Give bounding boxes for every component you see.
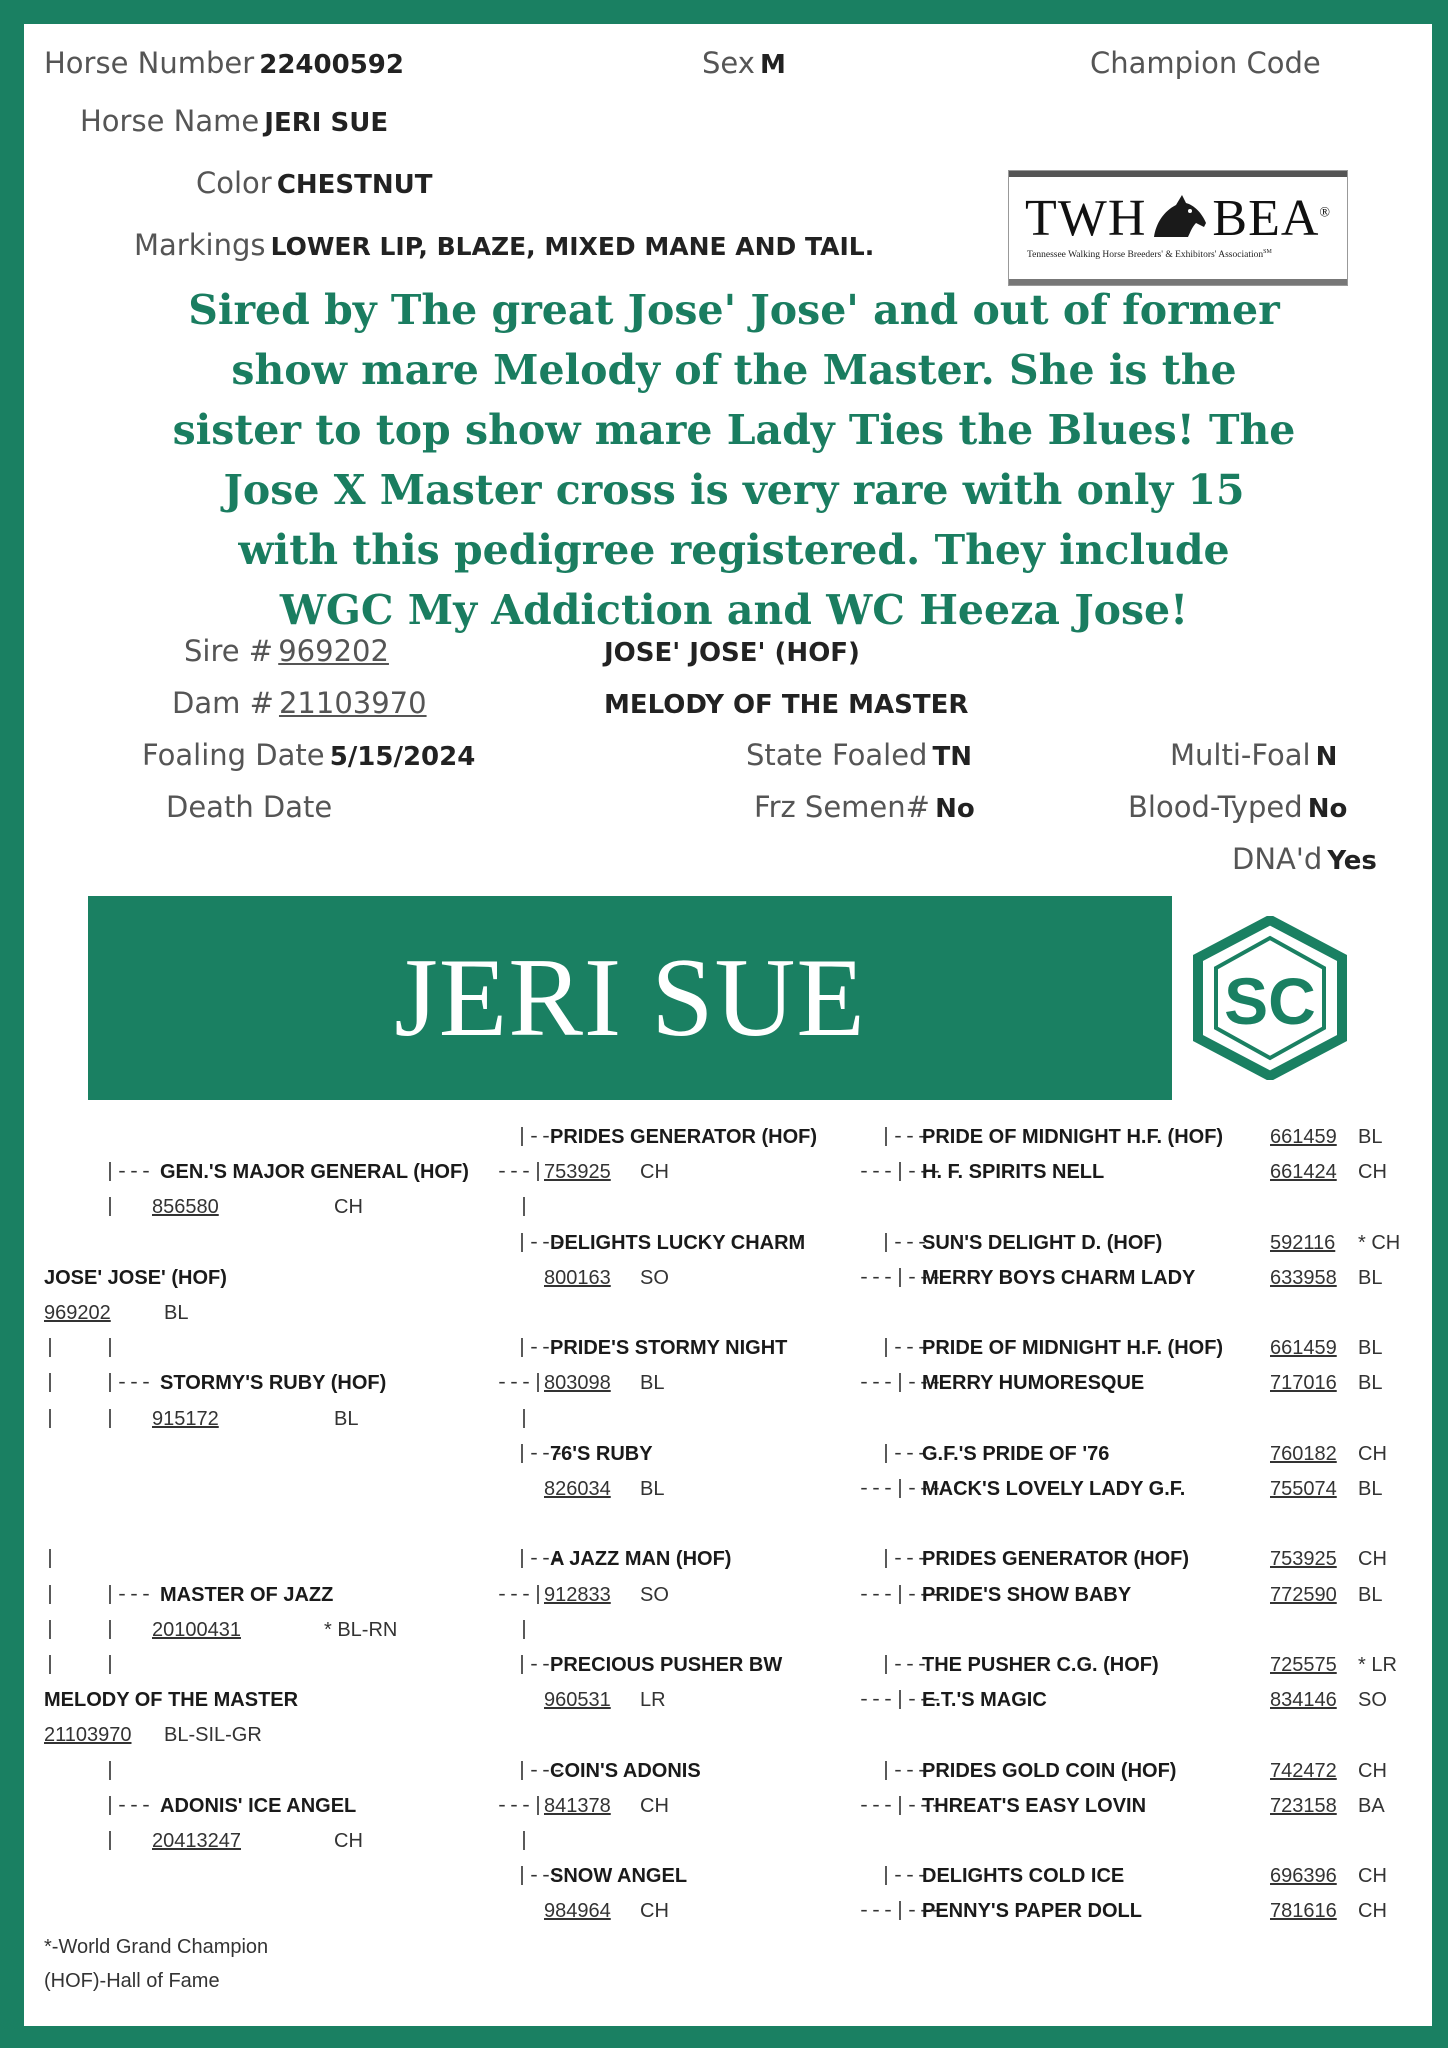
- pedigree-connector: ---|---: [858, 1372, 943, 1395]
- pedigree-connector: ---|---: [858, 1478, 943, 1501]
- pedigree-connector: ---|: [496, 1584, 545, 1607]
- sex-row: [702, 46, 786, 80]
- pedigree-connector: |: [104, 1760, 117, 1783]
- gen4-color: BL: [1358, 1584, 1383, 1606]
- foaling-date-row: [142, 738, 475, 772]
- gen3-number-link[interactable]: 826034: [544, 1478, 611, 1500]
- gen4-number-link[interactable]: 696396: [1270, 1865, 1337, 1887]
- pedigree-connector: ---|---: [858, 1584, 943, 1607]
- pedigree-connector: |---: [880, 1760, 929, 1783]
- gen3-name: PRIDES GENERATOR (HOF): [550, 1126, 818, 1148]
- pedigree-connector: |: [104, 1654, 117, 1677]
- gen4-name: PENNY'S PAPER DOLL: [922, 1900, 1142, 1922]
- blood-typed-row: [1128, 790, 1347, 824]
- promo-line: WGC My Addiction and WC Heeza Jose!: [279, 586, 1189, 634]
- gen4-number-link[interactable]: 742472: [1270, 1760, 1337, 1782]
- banner-name: JERI SUE: [394, 935, 866, 1060]
- gen1-number-link[interactable]: 969202: [44, 1302, 111, 1324]
- gen3-number-link[interactable]: 841378: [544, 1795, 611, 1817]
- pedigree-connector: |---: [516, 1443, 565, 1466]
- sex-label: Sex: [702, 46, 755, 80]
- pedigree-connector: ---|: [496, 1161, 545, 1184]
- gen2-color: CH: [334, 1830, 363, 1852]
- horse-head-icon: [1146, 193, 1212, 239]
- horse-name-row: [80, 104, 388, 138]
- sire-row: [184, 634, 389, 668]
- gen3-name: DELIGHTS LUCKY CHARM: [550, 1232, 806, 1254]
- gen4-number-link[interactable]: 633958: [1270, 1267, 1337, 1289]
- pedigree-connector: |---: [516, 1865, 565, 1888]
- gen1-color: BL-SIL-GR: [164, 1724, 262, 1746]
- gen4-name: E.T.'S MAGIC: [922, 1689, 1047, 1711]
- state-foaled-value: TN: [932, 742, 973, 772]
- logo-text-right: BEA: [1212, 190, 1320, 247]
- gen4-number-link[interactable]: 661459: [1270, 1126, 1337, 1148]
- gen4-number-link[interactable]: 725575: [1270, 1654, 1337, 1676]
- gen2-number-link[interactable]: 20100431: [152, 1619, 241, 1641]
- pedigree-connector: |---: [880, 1443, 929, 1466]
- promo-text: [104, 280, 1364, 640]
- gen2-number-link[interactable]: 20413247: [152, 1830, 241, 1852]
- gen4-name: H. F. SPIRITS NELL: [922, 1161, 1105, 1183]
- blood-typed-value: No: [1307, 794, 1348, 824]
- gen2-color: * BL-RN: [324, 1619, 398, 1641]
- sire-number-link[interactable]: 969202: [278, 634, 389, 668]
- gen1-name: MELODY OF THE MASTER: [44, 1689, 299, 1711]
- gen4-color: BA: [1358, 1795, 1385, 1817]
- frz-semen-row: [754, 790, 975, 824]
- gen4-number-link[interactable]: 755074: [1270, 1478, 1337, 1500]
- dam-number-link[interactable]: 21103970: [278, 686, 427, 720]
- markings-label: Markings: [134, 228, 266, 262]
- pedigree-connector: |---: [880, 1865, 929, 1888]
- gen4-color: * CH: [1358, 1232, 1401, 1254]
- horse-number-label: Horse Number: [44, 46, 255, 80]
- color-row: [196, 166, 432, 200]
- gen4-name: MERRY BOYS CHARM LADY: [922, 1267, 1196, 1289]
- gen4-color: CH: [1358, 1760, 1387, 1782]
- gen4-number-link[interactable]: 661459: [1270, 1337, 1337, 1359]
- pedigree-connector: |: [44, 1337, 57, 1360]
- gen3-name: COIN'S ADONIS: [550, 1760, 701, 1782]
- gen4-number-link[interactable]: 781616: [1270, 1900, 1337, 1922]
- gen3-number-link[interactable]: 803098: [544, 1372, 611, 1394]
- gen3-color: BL: [640, 1372, 665, 1394]
- gen4-name: PRIDE'S SHOW BABY: [922, 1584, 1132, 1606]
- gen4-color: CH: [1358, 1548, 1387, 1570]
- gen4-color: SO: [1358, 1689, 1387, 1711]
- pedigree-connector: |---: [104, 1161, 153, 1184]
- pedigree-connector: |: [44, 1654, 57, 1677]
- pedigree-connector: |---: [880, 1548, 929, 1571]
- gen4-name: SUN'S DELIGHT D. (HOF): [922, 1232, 1163, 1254]
- gen3-number-link[interactable]: 753925: [544, 1161, 611, 1183]
- twhbea-logo: [1008, 170, 1348, 286]
- gen4-name: THE PUSHER C.G. (HOF): [922, 1654, 1159, 1676]
- frz-semen-label: Frz Semen#: [754, 790, 930, 824]
- gen4-name: MACK'S LOVELY LADY G.F.: [922, 1478, 1186, 1500]
- pedigree-connector: ---|---: [858, 1161, 943, 1184]
- gen4-name: MERRY HUMORESQUE: [922, 1372, 1145, 1394]
- gen2-name: GEN.'S MAJOR GENERAL (HOF): [160, 1161, 469, 1183]
- gen4-color: BL: [1358, 1372, 1383, 1394]
- pedigree-connector: |: [44, 1372, 57, 1395]
- pedigree-connector: ---|---: [858, 1795, 943, 1818]
- champion-code-row: [1090, 46, 1321, 80]
- promo-line: Jose X Master cross is very rare with only 15: [223, 466, 1245, 514]
- multi-foal-label: Multi-Foal: [1170, 738, 1311, 772]
- gen4-number-link[interactable]: 834146: [1270, 1689, 1337, 1711]
- sc-monogram-logo: [1192, 916, 1348, 1080]
- gen3-color: BL: [640, 1478, 665, 1500]
- pedigree-connector: ---|---: [858, 1689, 943, 1712]
- gen4-name: PRIDES GENERATOR (HOF): [922, 1548, 1190, 1570]
- gen4-color: BL: [1358, 1337, 1383, 1359]
- pedigree-connector: |: [44, 1408, 57, 1431]
- death-date-label: Death Date: [166, 790, 333, 824]
- gen3-name: PRIDE'S STORMY NIGHT: [550, 1337, 788, 1359]
- legend-wgc: *-World Grand Champion: [44, 1936, 269, 1958]
- pedigree-connector: ---|---: [858, 1267, 943, 1290]
- promo-line: show mare Melody of the Master. She is the: [231, 346, 1237, 394]
- logo-sm: SM: [1263, 249, 1272, 255]
- gen4-name: PRIDES GOLD COIN (HOF): [922, 1760, 1177, 1782]
- dam-label: Dam #: [172, 686, 274, 720]
- pedigree-connector: |: [104, 1619, 117, 1642]
- gen4-number-link[interactable]: 717016: [1270, 1372, 1337, 1394]
- pedigree-connector: |: [44, 1619, 57, 1642]
- gen1-color: BL: [164, 1302, 189, 1324]
- sire-name: JOSE' JOSE' (HOF): [604, 638, 860, 668]
- state-foaled-row: [746, 738, 972, 772]
- pedigree-connector: |: [44, 1548, 57, 1571]
- gen2-number-link[interactable]: 856580: [152, 1196, 219, 1218]
- gen4-color: BL: [1358, 1267, 1383, 1289]
- gen4-color: BL: [1358, 1478, 1383, 1500]
- gen4-name: PRIDE OF MIDNIGHT H.F. (HOF): [922, 1337, 1224, 1359]
- gen4-color: CH: [1358, 1900, 1387, 1922]
- gen3-color: SO: [640, 1584, 669, 1606]
- horse-number-value: 22400592: [259, 50, 404, 80]
- champion-code-label: Champion Code: [1090, 46, 1321, 80]
- pedigree-connector: |---: [516, 1232, 565, 1255]
- blood-typed-label: Blood-Typed: [1128, 790, 1303, 824]
- pedigree-connector: |---: [104, 1372, 153, 1395]
- gen4-name: PRIDE OF MIDNIGHT H.F. (HOF): [922, 1126, 1224, 1148]
- color-label: Color: [196, 166, 272, 200]
- gen4-number-link[interactable]: 661424: [1270, 1161, 1337, 1183]
- pedigree-connector: |: [44, 1584, 57, 1607]
- promo-line: sister to top show mare Lady Ties the Blues! The: [172, 406, 1296, 454]
- pedigree-connector: |---: [880, 1126, 929, 1149]
- gen2-color: BL: [334, 1408, 359, 1430]
- gen3-color: SO: [640, 1267, 669, 1289]
- gen4-color: CH: [1358, 1865, 1387, 1887]
- dam-name: MELODY OF THE MASTER: [604, 690, 969, 720]
- pedigree-connector: |: [104, 1196, 117, 1219]
- gen2-color: CH: [334, 1196, 363, 1218]
- horse-name-banner: [88, 896, 1172, 1100]
- pedigree-connector: |---: [516, 1654, 565, 1677]
- pedigree-connector: |---: [516, 1337, 565, 1360]
- pedigree-connector: |---: [880, 1337, 929, 1360]
- pedigree-connector: |: [104, 1830, 117, 1853]
- logo-subtitle: Tennessee Walking Horse Breeders' & Exhibitors' Association: [1027, 250, 1264, 261]
- promo-line: with this pedigree registered. They include: [238, 526, 1230, 574]
- state-foaled-label: State Foaled: [746, 738, 928, 772]
- sex-value: M: [760, 50, 786, 80]
- pedigree-connector: |: [104, 1337, 117, 1360]
- markings-row: [134, 228, 874, 262]
- foaling-date-label: Foaling Date: [142, 738, 325, 772]
- gen2-name: STORMY'S RUBY (HOF): [160, 1372, 387, 1394]
- gen4-number-link[interactable]: 592116: [1270, 1232, 1336, 1254]
- logo-text-left: TWH: [1025, 190, 1147, 247]
- gen2-name: MASTER OF JAZZ: [160, 1584, 334, 1606]
- gen4-number-link[interactable]: 723158: [1270, 1795, 1337, 1817]
- pedigree-connector: |---: [516, 1548, 565, 1571]
- gen3-number-link[interactable]: 984964: [544, 1900, 611, 1922]
- multi-foal-value: N: [1315, 742, 1338, 772]
- horse-name-label: Horse Name: [80, 104, 260, 138]
- legend-hof: (HOF)-Hall of Fame: [44, 1970, 220, 1992]
- markings-value: LOWER LIP, BLAZE, MIXED MANE AND TAIL.: [270, 232, 875, 261]
- sc-monogram-icon: [1192, 916, 1348, 1080]
- pedigree-connector: |---: [516, 1126, 565, 1149]
- pedigree-connector: |---: [104, 1584, 153, 1607]
- foaling-date-value: 5/15/2024: [329, 742, 476, 772]
- dam-row: [172, 686, 427, 720]
- pedigree-connector: |: [518, 1830, 531, 1853]
- gen3-color: CH: [640, 1161, 669, 1183]
- pedigree-connector: ---|: [496, 1372, 545, 1395]
- pedigree-connector: |---: [104, 1795, 153, 1818]
- gen3-name: PRECIOUS PUSHER BW: [550, 1654, 783, 1676]
- pedigree-connector: |: [518, 1408, 531, 1431]
- gen3-name: SNOW ANGEL: [550, 1865, 688, 1887]
- gen4-number-link[interactable]: 760182: [1270, 1443, 1337, 1465]
- gen3-number-link[interactable]: 912833: [544, 1584, 611, 1606]
- pedigree-connector: |: [518, 1619, 531, 1642]
- color-value: CHESTNUT: [276, 170, 433, 200]
- horse-number-row: [44, 46, 404, 80]
- gen4-name: DELIGHTS COLD ICE: [922, 1865, 1125, 1887]
- gen4-color: * LR: [1358, 1654, 1397, 1676]
- dna-label: DNA'd: [1232, 842, 1323, 876]
- gen3-color: CH: [640, 1795, 669, 1817]
- monogram-text: SC: [1224, 964, 1316, 1038]
- gen4-color: BL: [1358, 1126, 1383, 1148]
- pedigree-connector: |---: [880, 1654, 929, 1677]
- pedigree-connector: ---|---: [858, 1900, 943, 1923]
- gen2-name: ADONIS' ICE ANGEL: [160, 1795, 357, 1817]
- gen4-color: CH: [1358, 1161, 1387, 1183]
- promo-line: Sired by The great Jose' Jose' and out of former: [188, 286, 1280, 334]
- gen2-number-link[interactable]: 915172: [152, 1408, 219, 1430]
- gen3-color: CH: [640, 1900, 669, 1922]
- dna-value: Yes: [1327, 846, 1377, 876]
- pedigree-connector: |---: [880, 1232, 929, 1255]
- logo-registered: ®: [1319, 205, 1332, 221]
- death-date-row: [166, 790, 332, 824]
- sire-label: Sire #: [184, 634, 274, 668]
- registration-card: [24, 24, 1432, 2026]
- multi-foal-row: [1170, 738, 1337, 772]
- gen1-number-link[interactable]: 21103970: [44, 1724, 132, 1746]
- frz-semen-value: No: [935, 794, 975, 824]
- gen4-color: CH: [1358, 1443, 1387, 1465]
- gen4-number-link[interactable]: 753925: [1270, 1548, 1337, 1570]
- gen3-number-link[interactable]: 960531: [544, 1689, 611, 1711]
- gen4-name: G.F.'S PRIDE OF '76: [922, 1443, 1110, 1465]
- gen3-name: 76'S RUBY: [550, 1443, 653, 1465]
- gen4-name: THREAT'S EASY LOVIN: [922, 1795, 1147, 1817]
- pedigree-connector: |: [104, 1408, 117, 1431]
- gen3-number-link[interactable]: 800163: [544, 1267, 611, 1289]
- gen3-color: LR: [640, 1689, 666, 1711]
- dna-row: [1232, 842, 1377, 876]
- pedigree-connector: |: [518, 1196, 531, 1219]
- gen4-number-link[interactable]: 772590: [1270, 1584, 1337, 1606]
- pedigree-connector: |---: [516, 1760, 565, 1783]
- pedigree-connector: ---|: [496, 1795, 545, 1818]
- gen1-name: JOSE' JOSE' (HOF): [44, 1267, 227, 1289]
- gen3-name: A JAZZ MAN (HOF): [550, 1548, 732, 1570]
- horse-name-value: JERI SUE: [264, 108, 389, 138]
